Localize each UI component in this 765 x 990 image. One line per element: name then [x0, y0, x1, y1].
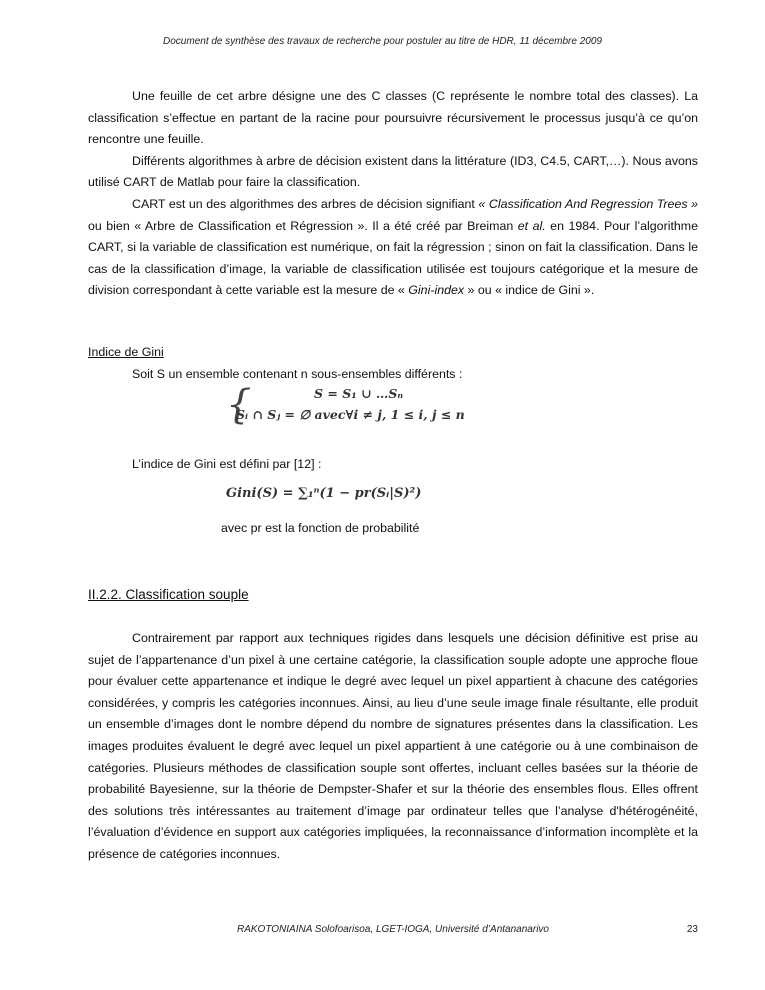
cart-text-c: ou bien « Arbre de Classification et Régression ». Il a été créé par Breiman	[88, 218, 518, 233]
intro-section	[88, 86, 698, 302]
cart-acronym: « Classification And Regression Trees »	[478, 196, 698, 211]
page-footer	[88, 924, 698, 935]
page-header: Document de synthèse des travaux de recherche pour postuler au titre de HDR, 11 décembre 2009	[163, 36, 602, 47]
cart-text-a: CART est un des algorithmes des arbres de décision signifiant	[132, 196, 479, 211]
section-heading: II.2.2. Classification souple	[88, 587, 249, 602]
footer-author: RAKOTONIAINA Solofoarisoa, LGET-IOGA, Université d’Antananarivo	[237, 924, 549, 935]
gini-set-sentence: Soit S un ensemble contenant n sous-ensembles différents :	[132, 367, 463, 381]
gini-subheading: Indice de Gini	[88, 345, 164, 359]
gini-index-term: Gini-index	[408, 283, 465, 298]
cart-text-e: en 1984. Pour l’algorithme CART, si la variable de classification est numérique, on fait la régression ; sinon on fait la classification. Dans le cas de la classification d’image, la variable de classification utilisée est toujours catégorique et la mesure de division correspondant à cette variable est la mesure de «	[88, 218, 698, 298]
paragraph-algorithms: Différents algorithmes à arbre de décision existent dans la littérature (ID3, C4.5, CART,…). Nous avons utilisé CART de Matlab pour faire la classification.	[88, 153, 698, 190]
formula-line-intersection: Sᵢ ∩ Sⱼ = ∅ avec∀i ≠ j, 1 ≤ i, j ≤ n	[236, 407, 465, 422]
gini-formula: Gini(S) = ∑₁ⁿ(1 − pr(Sᵢ|S)²)	[226, 486, 422, 501]
formula-line-union: S = S₁ ∪ …Sₙ	[314, 386, 404, 401]
cart-etal: et al.	[517, 218, 546, 233]
paragraph-soft-classification: Contrairement par rapport aux techniques rigides dans lesquels une décision définitive est prise au sujet de l’appartenance d’un pixel à une certaine catégorie, la classification souple adopte une approche floue pour évaluer cette appartenance et indique le degré avec lequel un pixel appartient à chacune des catégories considérées, y compris les catégories inconnues. Ainsi, au lieu d’une seule image finale résultante, elle produit un ensemble d’images dont le nombre dépend du nombre de signatures présentes dans la classification. Les images produites évaluent le degré avec lequel un pixel appartient à une catégorie ou à une combinaison de catégories. Plusieurs méthodes de classification souple sont offertes, incluant celles basées sur la théorie de probabilité Bayesienne, sur la théorie de Dempster-Shafer et sur la théorie des ensembles flous. Elles offrent des solutions très intéressantes au traitement d’image par ordinateur telles que l’analyse d'hétérogénéité, l’évaluation d’évidence en support aux catégories impliquées, la reconnaissance d’information incomplète et la présence de catégories inconnues.	[88, 631, 698, 861]
probability-note: avec pr est la fonction de probabilité	[221, 521, 420, 535]
paragraph-cart	[88, 194, 698, 302]
paragraph-leaf: Une feuille de cet arbre désigne une des C classes (C représente le nombre total des classes). La classification s’effectue en partant de la racine pour poursuivre récursivement le processus jusqu’à ce qu’on rencontre une feuille.	[88, 89, 698, 147]
gini-definition-sentence: L’indice de Gini est défini par [12] :	[132, 457, 322, 471]
page-number: 23	[686, 924, 698, 935]
cart-text-g: » ou « indice de Gini ».	[464, 283, 595, 298]
left-brace: {	[226, 382, 252, 428]
set-definition-formula	[226, 382, 486, 430]
soft-classification-section	[88, 628, 698, 866]
